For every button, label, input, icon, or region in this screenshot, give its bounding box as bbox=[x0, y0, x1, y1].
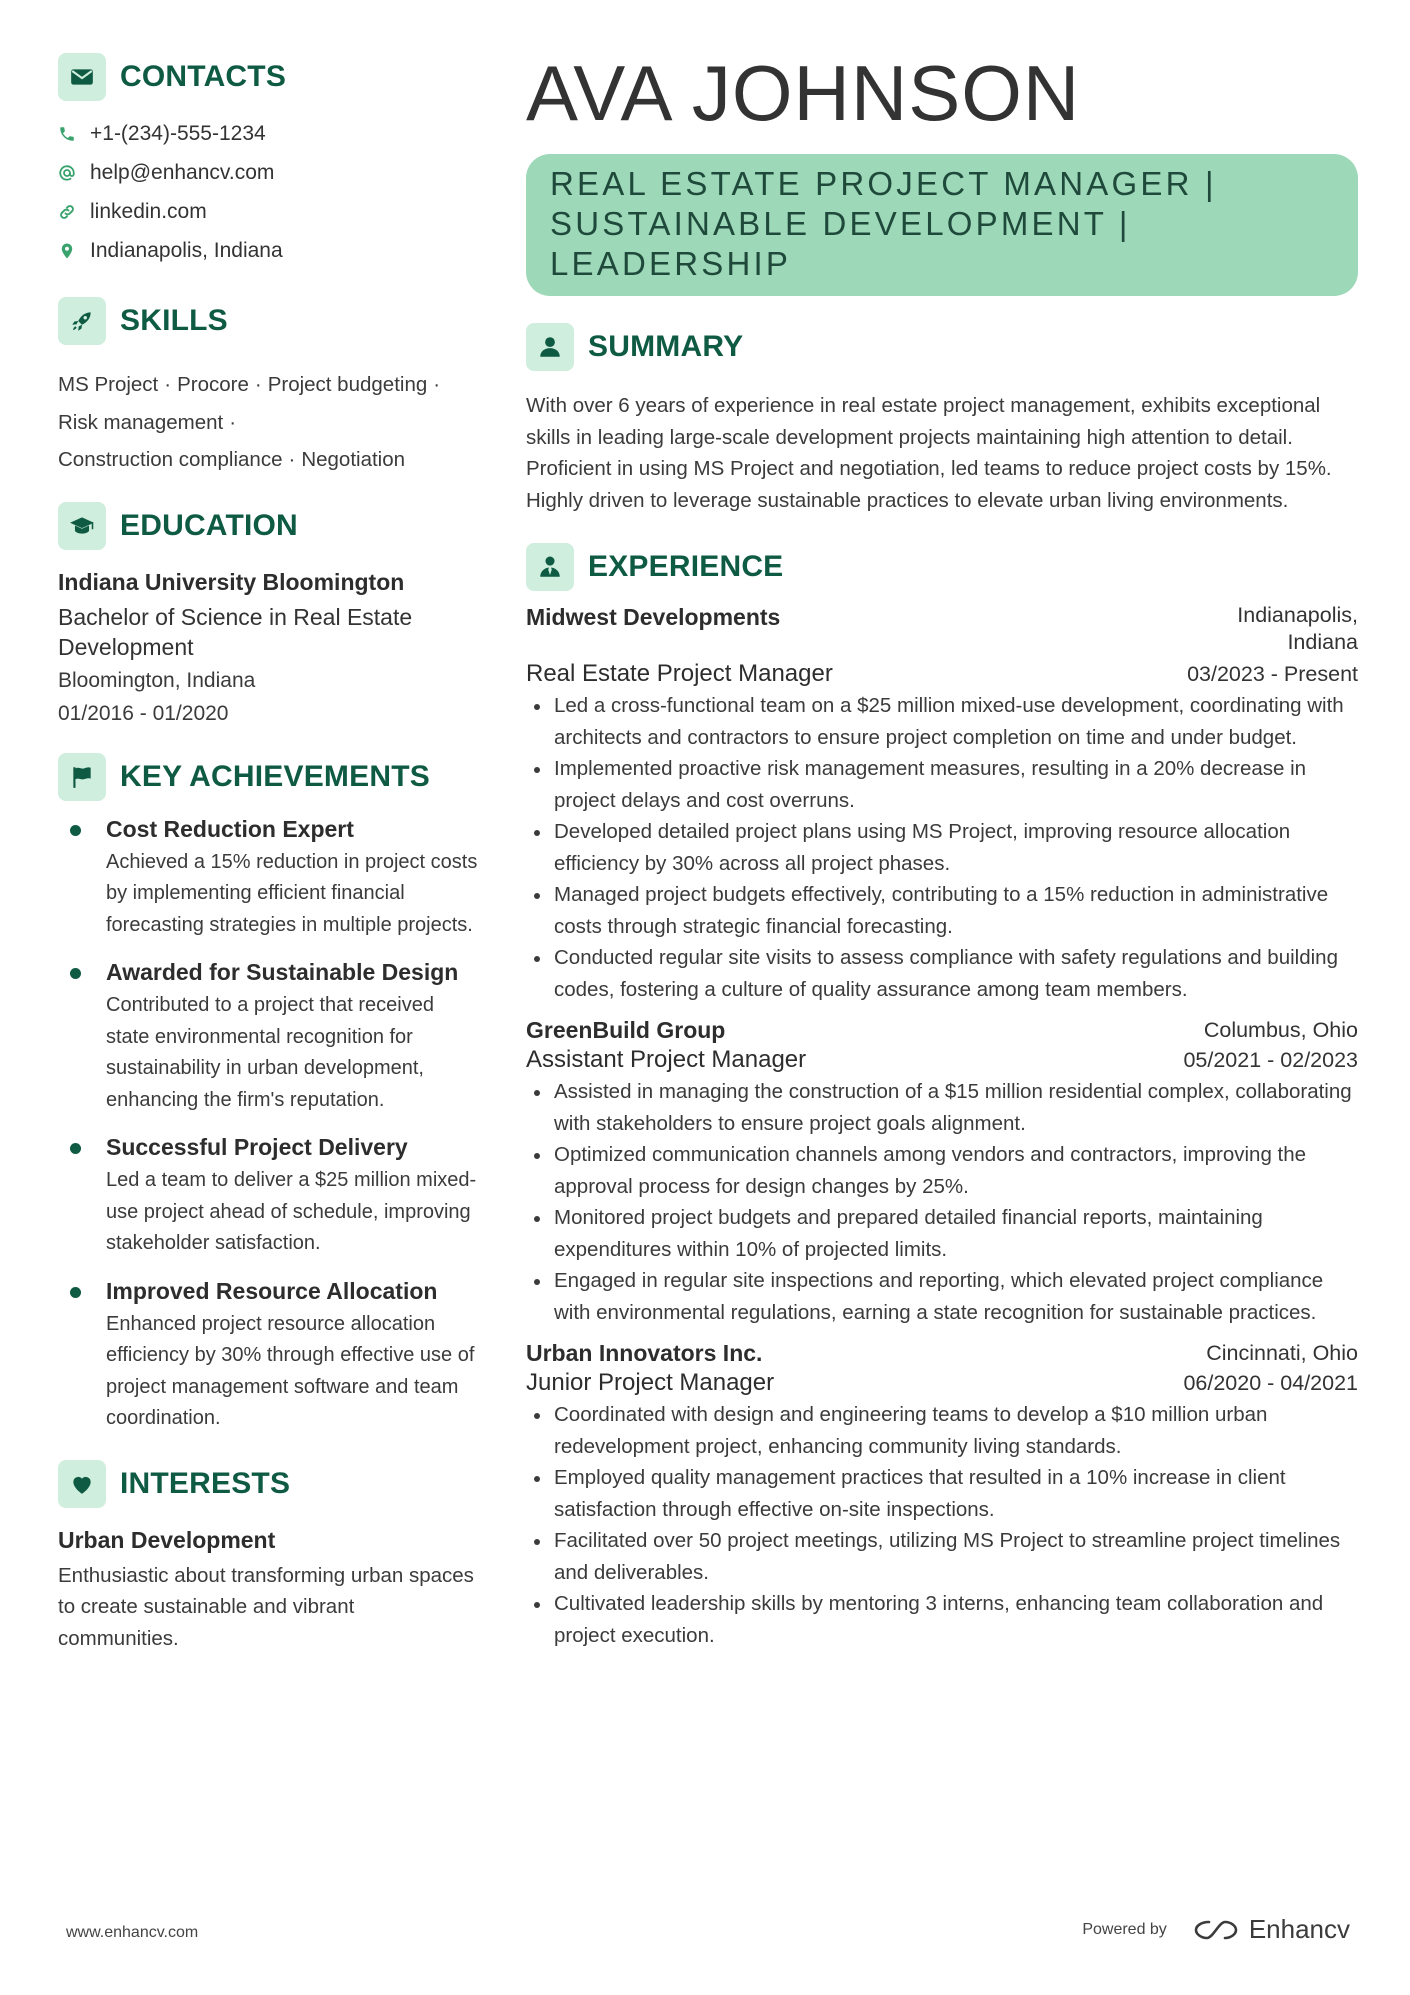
job-location-line: Indiana bbox=[1287, 630, 1358, 654]
phone-text: +1-(234)-555-1234 bbox=[90, 121, 266, 145]
user-icon bbox=[526, 323, 574, 371]
headline-text: REAL ESTATE PROJECT MANAGER | SUSTAINABLE DEVELOPMENT | LEADERSHIP bbox=[550, 165, 1217, 282]
achievement-desc: Achieved a 15% reduction in project costs by implementing efficient financial forecasting strategies in multiple projects. bbox=[106, 850, 478, 936]
skill-item: Negotiation bbox=[301, 448, 406, 471]
job-location: Columbus, Ohio bbox=[1203, 1018, 1358, 1042]
job-header bbox=[526, 602, 1358, 656]
skill-item: Procore bbox=[177, 373, 249, 396]
graduation-cap-icon bbox=[58, 502, 106, 550]
contact-location bbox=[58, 231, 480, 270]
role-row bbox=[526, 1369, 1358, 1397]
contact-phone[interactable] bbox=[58, 114, 480, 153]
linkedin-text: linkedin.com bbox=[90, 199, 207, 223]
education-degree: Bachelor of Science in Real Estate Development bbox=[58, 603, 413, 660]
interest-desc: Enthusiastic about transforming urban spaces to create sustainable and vibrant communities. bbox=[58, 1563, 474, 1650]
job-bullet: Developed detailed project plans using MS Project, improving resource allocation efficiency by 30% across all project phases. bbox=[526, 816, 1358, 879]
education-title: EDUCATION bbox=[120, 508, 298, 542]
achievements-title: KEY ACHIEVEMENTS bbox=[120, 759, 430, 793]
summary-text: With over 6 years of experience in real estate project management, exhibits exceptional skills in leading large-scale development projects maintaining high attention to detail. Proficient in using MS Project and negotiation, led teams to reduce project costs by 15%. Highly driven to leverage sustainable practices to elevate urban living environments. bbox=[526, 394, 1332, 512]
job-bullet: Cultivated leadership skills by mentoring 3 interns, enhancing team collaboration and project execution. bbox=[526, 1588, 1358, 1651]
job-bullet: Led a cross-functional team on a $25 million mixed-use development, coordinating with architects and contractors to ensure project completion on time and under budget. bbox=[526, 690, 1358, 753]
education-section-header bbox=[58, 501, 480, 551]
job-entry bbox=[526, 1017, 1358, 1328]
achievement-item bbox=[58, 814, 480, 942]
achievement-title: Awarded for Sustainable Design bbox=[106, 959, 459, 985]
interest-title: Urban Development bbox=[58, 1526, 276, 1553]
map-pin-icon bbox=[58, 242, 80, 260]
job-bullet: Assisted in managing the construction of a $15 million residential complex, collaborating with stakeholders to ensure project goals alignment. bbox=[526, 1076, 1358, 1139]
role-row bbox=[526, 660, 1358, 688]
job-bullet: Coordinated with design and engineering teams to develop a $10 million urban redevelopment project, enhancing community living standards. bbox=[526, 1399, 1358, 1462]
achievement-title: Successful Project Delivery bbox=[106, 1134, 408, 1160]
achievement-item bbox=[58, 1132, 480, 1260]
job-bullet: Conducted regular site visits to assess compliance with safety regulations and building codes, fostering a culture of quality assurance among team members. bbox=[526, 942, 1358, 1005]
job-dates: 06/2020 - 04/2021 bbox=[1183, 1371, 1358, 1395]
rocket-icon bbox=[58, 297, 106, 345]
job-role: Real Estate Project Manager bbox=[526, 660, 833, 687]
achievement-desc: Led a team to deliver a $25 million mixed-use project ahead of schedule, improving stakeholder satisfaction. bbox=[106, 1169, 477, 1254]
enhancv-logo[interactable] bbox=[1193, 1914, 1350, 1945]
job-header bbox=[526, 1340, 1358, 1367]
footer-branding bbox=[1082, 1914, 1350, 1945]
job-bullet: Facilitated over 50 project meetings, utilizing MS Project to streamline project timelines and deliverables. bbox=[526, 1525, 1358, 1588]
company-name: Urban Innovators Inc. bbox=[526, 1340, 763, 1366]
job-location-line: Indianapolis, bbox=[1237, 603, 1358, 627]
experience-title: EXPERIENCE bbox=[588, 550, 784, 583]
job-bullets bbox=[526, 1399, 1358, 1651]
achievement-item bbox=[58, 1276, 480, 1435]
company-name: GreenBuild Group bbox=[526, 1017, 726, 1043]
summary-section-header bbox=[526, 322, 1358, 372]
user-tie-icon bbox=[526, 543, 574, 591]
bullet-icon bbox=[70, 1287, 81, 1298]
enhancv-brand-name: Enhancv bbox=[1248, 1914, 1350, 1944]
link-icon bbox=[58, 203, 80, 221]
experience-section-header bbox=[526, 542, 1358, 592]
interests-section-header bbox=[58, 1459, 480, 1509]
job-bullet: Engaged in regular site inspections and reporting, which elevated project compliance with environmental regulations, earning a state recognition for sustainable practices. bbox=[526, 1265, 1358, 1328]
job-bullet: Optimized communication channels among vendors and contractors, improving the approval process for design changes by 25%. bbox=[526, 1139, 1358, 1202]
contacts-title: CONTACTS bbox=[120, 60, 287, 93]
education-school: Indiana University Bloomington bbox=[58, 568, 405, 595]
summary-title: SUMMARY bbox=[588, 330, 744, 363]
job-location: Cincinnati, Ohio bbox=[1206, 1341, 1358, 1365]
contacts-section-header bbox=[58, 52, 480, 102]
at-icon bbox=[58, 164, 80, 182]
job-bullet: Monitored project budgets and prepared detailed financial reports, maintaining expenditures within 10% of projected limits. bbox=[526, 1202, 1358, 1265]
footer-website[interactable]: www.enhancv.com bbox=[66, 1924, 199, 1941]
skills-list: MS Project · Procore · Project budgeting · Risk management · Construction compliance · Negotiation bbox=[58, 373, 441, 471]
achievements-section-header bbox=[58, 752, 480, 802]
job-bullets bbox=[526, 690, 1358, 1005]
headline-banner bbox=[526, 154, 1358, 296]
achievement-item bbox=[58, 957, 480, 1116]
contact-email[interactable] bbox=[58, 153, 480, 192]
job-dates: 03/2023 - Present bbox=[1187, 662, 1358, 686]
powered-by-label: Powered by bbox=[1082, 1920, 1167, 1938]
email-text: help@enhancv.com bbox=[90, 160, 275, 184]
flag-icon bbox=[58, 753, 106, 801]
job-location bbox=[1237, 602, 1358, 656]
achievement-title: Improved Resource Allocation bbox=[106, 1277, 438, 1304]
skill-item: Construction compliance bbox=[58, 448, 283, 471]
job-role: Assistant Project Manager bbox=[526, 1046, 807, 1073]
job-entry bbox=[526, 602, 1358, 1005]
enhancv-logo-icon bbox=[1193, 1917, 1239, 1943]
skills-title: SKILLS bbox=[120, 304, 228, 337]
job-bullet: Employed quality management practices that resulted in a 10% increase in client satisfaction through effective on-site inspections. bbox=[526, 1462, 1358, 1525]
bullet-icon bbox=[70, 825, 81, 836]
achievement-desc: Contributed to a project that received state environmental recognition for sustainability in urban development, enhancing the firm's reputation. bbox=[106, 994, 434, 1111]
job-bullets bbox=[526, 1076, 1358, 1328]
job-role: Junior Project Manager bbox=[526, 1369, 775, 1396]
left-column bbox=[58, 52, 480, 1654]
candidate-name: AVA JOHNSON bbox=[526, 49, 1081, 137]
skill-item: Project budgeting bbox=[267, 373, 428, 396]
job-bullet: Implemented proactive risk management measures, resulting in a 20% decrease in project delays and cost overruns. bbox=[526, 753, 1358, 816]
role-row bbox=[526, 1046, 1358, 1074]
bullet-icon bbox=[70, 1143, 81, 1154]
job-bullet: Managed project budgets effectively, contributing to a 15% reduction in administrative costs through strategic financial forecasting. bbox=[526, 879, 1358, 942]
bullet-icon bbox=[70, 968, 81, 979]
skill-item: Risk management bbox=[58, 410, 224, 434]
company-name: Midwest Developments bbox=[526, 604, 781, 630]
job-entry bbox=[526, 1340, 1358, 1651]
interests-title: INTERESTS bbox=[120, 1466, 291, 1500]
achievement-title: Cost Reduction Expert bbox=[106, 815, 354, 842]
right-column bbox=[526, 48, 1358, 1651]
envelope-icon bbox=[58, 53, 106, 101]
contacts-list bbox=[58, 114, 480, 270]
heart-icon bbox=[58, 1460, 106, 1508]
contact-linkedin[interactable] bbox=[58, 192, 480, 231]
phone-icon bbox=[58, 125, 80, 143]
education-dates: 01/2016 - 01/2020 bbox=[58, 701, 229, 725]
education-location: Bloomington, Indiana bbox=[58, 668, 256, 692]
job-header bbox=[526, 1017, 1358, 1044]
skill-item: MS Project bbox=[58, 373, 159, 396]
location-text: Indianapolis, Indiana bbox=[90, 238, 283, 262]
achievement-desc: Enhanced project resource allocation efficiency by 30% through effective use of project management software and team coordination. bbox=[106, 1312, 475, 1429]
job-dates: 05/2021 - 02/2023 bbox=[1183, 1048, 1358, 1072]
skills-section-header bbox=[58, 296, 480, 346]
